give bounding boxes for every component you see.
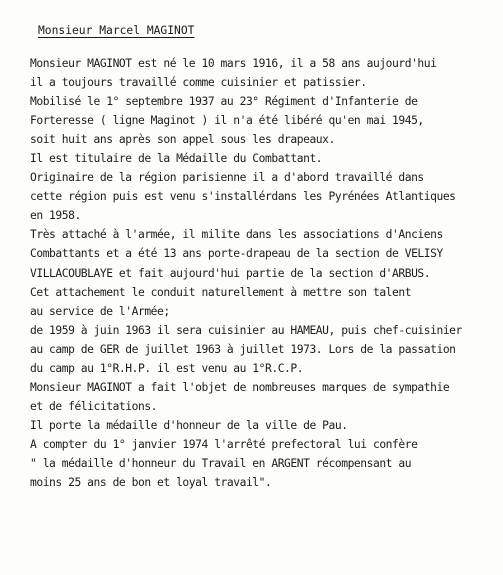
text-line: Il porte la médaille d'honneur de la ville de Pau. bbox=[30, 418, 348, 432]
text-line: du camp au 1°R.H.P. il est venu au 1°R.C.P. bbox=[30, 361, 304, 375]
text-line: Il est titulaire de la Médaille du Combattant. bbox=[30, 152, 323, 166]
text-line: Mobilisé le 1° septembre 1937 au 23° Régiment d'Infanterie de bbox=[30, 95, 418, 109]
text-line: cette région puis est venu s'installérdans les Pyrénées Atlantiques bbox=[30, 190, 456, 204]
text-line: Combattants et a été 13 ans porte-drapeau de la section de VELISY bbox=[30, 247, 443, 261]
text-line: Très attaché à l'armée, il milite dans les associations d'Anciens bbox=[30, 228, 443, 242]
text-line: et de félicitations. bbox=[30, 399, 158, 413]
text-line: de 1959 à juin 1963 il sera cuisinier au HAMEAU, puis chef-cuisinier bbox=[30, 323, 462, 337]
text-line: A compter du 1° janvier 1974 l'arrêté prefectoral lui confère bbox=[30, 437, 418, 451]
text-line: Cet attachement le conduit naturellement à mettre son talent bbox=[30, 285, 412, 299]
text-line: au service de l'Armée; bbox=[30, 304, 170, 318]
text-line: Monsieur MAGINOT a fait l'objet de nombreuses marques de sympathie bbox=[30, 380, 450, 394]
text-line: Forteresse ( ligne Maginot ) il n'a été libéré qu'en mai 1945, bbox=[30, 114, 424, 128]
text-line: au camp de GER de juillet 1963 à juillet 1973. Lors de la passation bbox=[30, 342, 456, 356]
text-line: moins 25 ans de bon et loyal travail". bbox=[30, 476, 272, 490]
text-line: Monsieur MAGINOT est né le 10 mars 1916, il a 58 ans aujourd'hui bbox=[30, 57, 437, 70]
document-title: Monsieur Marcel MAGINOT bbox=[38, 24, 195, 37]
text-line: soit huit ans après son appel sous les drapeaux. bbox=[30, 133, 335, 147]
text-line: Originaire de la région parisienne il a d'abord travaillé dans bbox=[30, 171, 424, 185]
text-line: " la médaille d'honneur du Travail en ARGENT récompensant au bbox=[30, 456, 412, 470]
text-line: VILLACOUBLAYE et fait aujourd'hui partie de la section d'ARBUS. bbox=[30, 266, 431, 280]
text-line: il a toujours travaillé comme cuisinier et patissier. bbox=[30, 76, 367, 90]
text-line: en 1958. bbox=[30, 209, 81, 223]
document-body bbox=[30, 54, 500, 492]
